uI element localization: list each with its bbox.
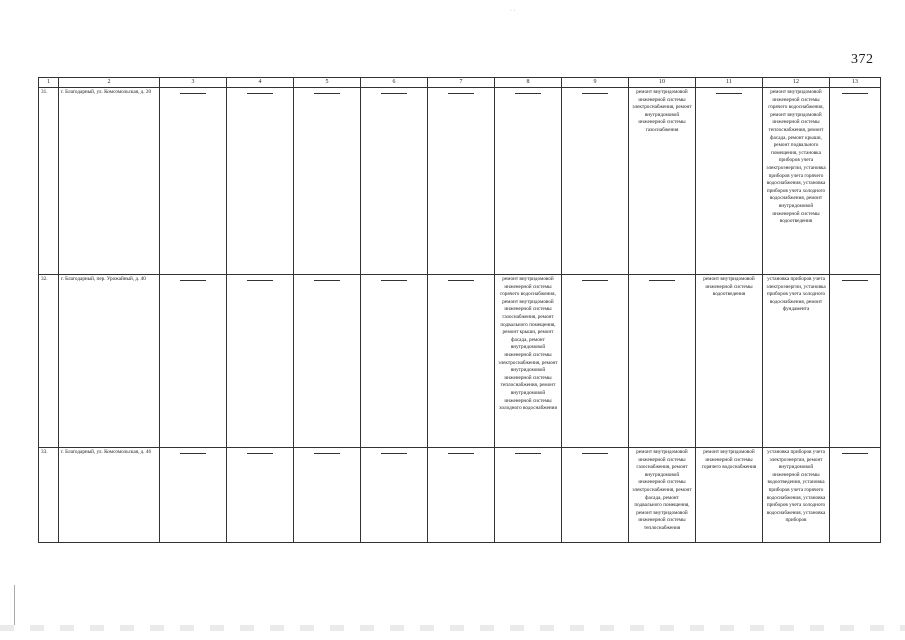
dash-mark <box>314 93 340 94</box>
empty-cell <box>562 275 629 448</box>
empty-cell <box>495 448 562 543</box>
column-header: 7 <box>428 78 495 88</box>
column-header: 8 <box>495 78 562 88</box>
dash-mark <box>180 93 206 94</box>
row-address: г. Благодарный, пер. Урожайный, д. 40 <box>59 275 160 448</box>
dash-mark <box>649 280 675 281</box>
dash-mark <box>582 93 608 94</box>
row-address: г. Благодарный, ул. Комсомольская, д. 46 <box>59 448 160 543</box>
empty-cell <box>361 275 428 448</box>
empty-cell <box>562 448 629 543</box>
empty-cell <box>428 448 495 543</box>
work-list-2026: ремонт внутридомовой инженерной системы электроснабжения, ремонт внутридомовой инженерной системы газоснабжения <box>629 88 696 275</box>
dash-mark <box>381 453 407 454</box>
work-list-2028: установка приборов учета электроэнергии, установка приборов учета холодного водоснабжения, ремонт фундамента <box>763 275 830 448</box>
row-number: 33. <box>39 448 59 543</box>
dash-mark <box>247 453 273 454</box>
column-header: 3 <box>160 78 227 88</box>
dash-mark <box>582 453 608 454</box>
table-row <box>39 275 881 448</box>
empty-cell <box>294 88 361 275</box>
empty-cell <box>160 88 227 275</box>
dash-mark <box>842 280 868 281</box>
empty-cell <box>696 88 763 275</box>
empty-cell <box>428 88 495 275</box>
dash-mark <box>180 453 206 454</box>
column-header: 12 <box>763 78 830 88</box>
scan-edge-line <box>14 585 15 625</box>
table-row <box>39 448 881 543</box>
dash-mark <box>515 453 541 454</box>
empty-cell <box>227 88 294 275</box>
dash-mark <box>716 93 742 94</box>
dash-mark <box>381 93 407 94</box>
work-list-2027: ремонт внутридомовой инженерной системы водоотведения <box>696 275 763 448</box>
column-header: 6 <box>361 78 428 88</box>
registry-table <box>38 77 881 543</box>
empty-cell <box>294 448 361 543</box>
column-header: 13 <box>830 78 881 88</box>
dash-mark <box>842 453 868 454</box>
column-header: 4 <box>227 78 294 88</box>
dash-mark <box>247 280 273 281</box>
empty-cell <box>160 275 227 448</box>
work-list-2026: ремонт внутридомовой инженерной системы газоснабжения, ремонт внутридомовой инженерной системы электроснабжения, ремонт фасада, ремонт подвального помещения, ремонт внутридомовой инженерной системы теплоснабжения <box>629 448 696 543</box>
scan-specks: · · <box>510 8 516 14</box>
empty-cell <box>495 88 562 275</box>
empty-cell <box>294 275 361 448</box>
dash-mark <box>448 453 474 454</box>
work-list-2027: ремонт внутридомовой инженерной системы горячего водоснабжения <box>696 448 763 543</box>
page-number: 372 <box>851 52 874 67</box>
dash-mark <box>314 280 340 281</box>
dash-mark <box>381 280 407 281</box>
empty-cell <box>227 448 294 543</box>
dash-mark <box>515 93 541 94</box>
empty-cell <box>830 88 881 275</box>
row-number: 31. <box>39 88 59 275</box>
column-header: 9 <box>562 78 629 88</box>
empty-cell <box>227 275 294 448</box>
table-row <box>39 88 881 275</box>
dash-mark <box>180 280 206 281</box>
column-header: 5 <box>294 78 361 88</box>
empty-cell <box>361 88 428 275</box>
column-header: 1 <box>39 78 59 88</box>
empty-cell <box>428 275 495 448</box>
dash-mark <box>448 93 474 94</box>
dash-mark <box>448 280 474 281</box>
column-header: 10 <box>629 78 696 88</box>
row-address: г. Благодарный, ул. Комсомольская, д. 20 <box>59 88 160 275</box>
empty-cell <box>830 448 881 543</box>
dash-mark <box>842 93 868 94</box>
empty-cell <box>629 275 696 448</box>
empty-cell <box>160 448 227 543</box>
row-number: 32. <box>39 275 59 448</box>
column-number-row <box>39 78 881 88</box>
work-list-2024: ремонт внутридомовой инженерной системы горячего водоснабжения, ремонт внутридомовой инженерной системы газоснабжения, ремонт подвального помещения, ремонт крыши, ремонт фасада, ремонт внутридомовой инженерной системы электроснабжения, ремонт внутридомовой инженерной системы теплоснабжения, ремонт внутридомовой инженерной системы холодного водоснабжения <box>495 275 562 448</box>
dash-mark <box>314 453 340 454</box>
empty-cell <box>830 275 881 448</box>
work-list-2028: ремонт внутридомовой инженерной системы горячего водоснабжения, ремонт внутридомовой инженерной системы теплоснабжения, ремонт фасада, ремонт крыши, ремонт подвального помещения, установка приборов учета электроэнергии, установка приборов учета горячего водоснабжения, установка приборов учета холодного водоснабжения, ремонт внутридомовой инженерной системы водоотведения <box>763 88 830 275</box>
scan-bottom-noise <box>0 625 905 631</box>
empty-cell <box>562 88 629 275</box>
column-header: 2 <box>59 78 160 88</box>
dash-mark <box>582 280 608 281</box>
dash-mark <box>247 93 273 94</box>
column-header: 11 <box>696 78 763 88</box>
work-list-2028: установка приборов учета электроэнергии, ремонт внутридомовой инженерной системы водоотведения, установка приборов учета горячего водоснабжения, установка приборов учета холодного водоснабжения, установка приборов <box>763 448 830 543</box>
empty-cell <box>361 448 428 543</box>
